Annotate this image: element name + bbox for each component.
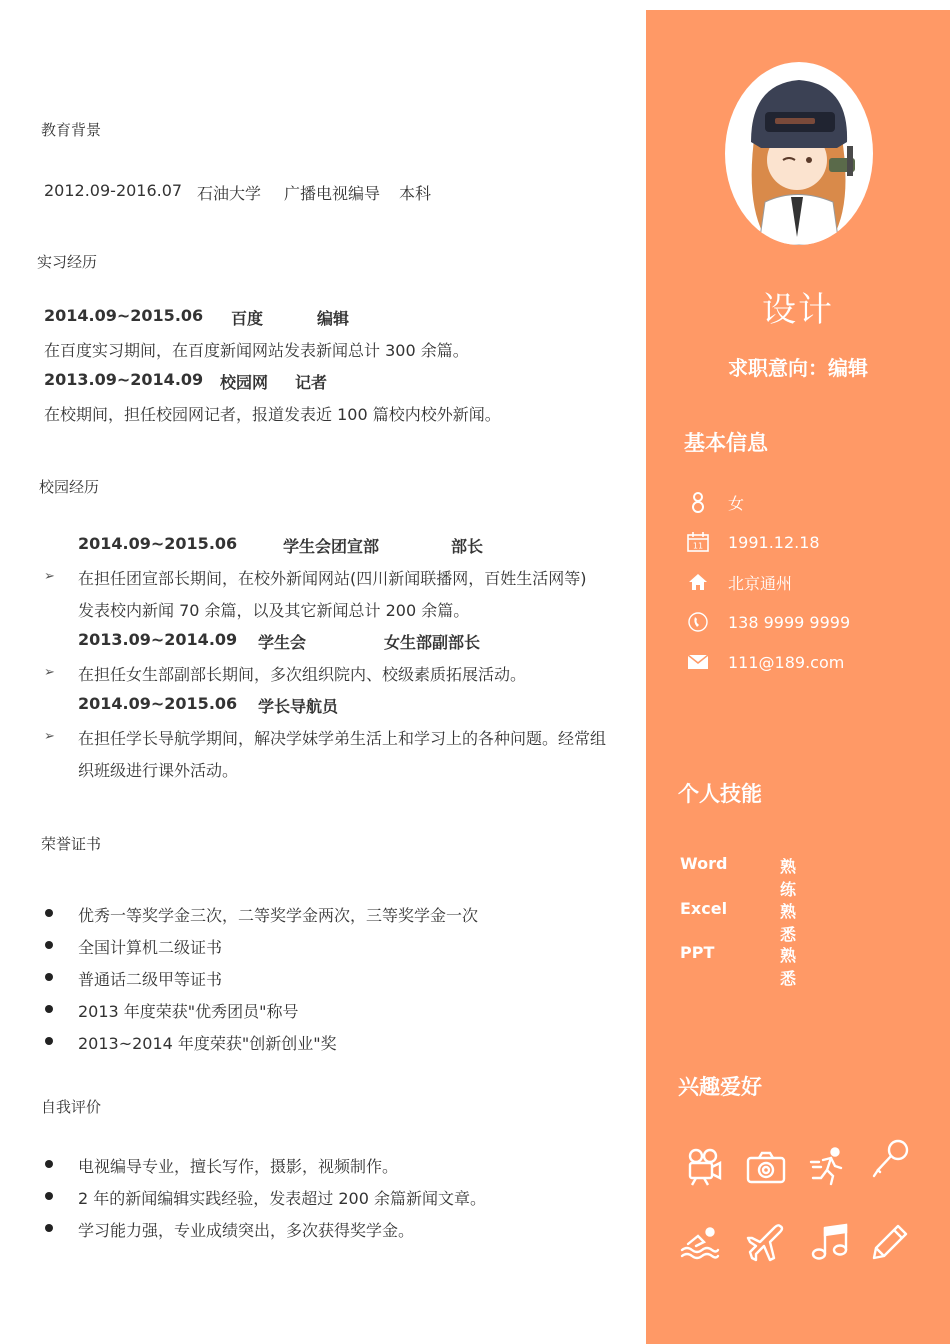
internship-desc: 在百度实习期间，在百度新闻网站发表新闻总计 300 余篇。 [44, 341, 469, 360]
pencil-icon [870, 1222, 910, 1262]
location-value: 北京通州 [728, 573, 793, 593]
music-note-icon [810, 1222, 850, 1262]
basic-info-title: 基本信息 [684, 431, 768, 455]
education-major: 广播电视编导 [284, 184, 381, 203]
skill-item [680, 899, 797, 944]
honors-title: 荣誉证书 [41, 835, 102, 853]
hobbies-title: 兴趣爱好 [678, 1075, 762, 1099]
gender-value: 女 [728, 493, 745, 513]
phone-icon [686, 610, 710, 634]
skill-name: Word [680, 854, 728, 873]
skill-level: 熟悉 [780, 902, 797, 944]
self-eval-title: 自我评价 [41, 1098, 102, 1116]
internship-desc: 在校期间，担任校园网记者，报道发表近 100 篇校内校外新闻。 [44, 405, 501, 424]
info-birth [686, 530, 820, 554]
skill-name: Excel [680, 899, 728, 918]
internship-org: 百度 [231, 309, 264, 328]
honor-item: 2013~2014 年度荣获"创新创业"奖 [78, 1034, 337, 1053]
video-camera-icon [684, 1146, 724, 1186]
birth-value: 1991.12.18 [728, 532, 820, 552]
bullet-icon [45, 1192, 53, 1200]
bullet-icon [45, 1037, 53, 1045]
svg-text:11: 11 [692, 541, 704, 551]
honor-item: 普通话二级甲等证书 [78, 970, 223, 989]
education-period: 2012.09-2016.07 [44, 181, 183, 200]
honor-item: 优秀一等奖学金三次，二等奖学金两次，三等奖学金一次 [78, 906, 479, 925]
sidebar [646, 10, 950, 1344]
self-eval-item: 2 年的新闻编辑实践经验，发表超过 200 余篇新闻文章。 [78, 1189, 486, 1208]
info-gender [686, 490, 744, 514]
phone-value: 138 9999 9999 [728, 612, 851, 632]
camera-icon [746, 1148, 786, 1188]
campus-role: 女生部副部长 [384, 633, 481, 652]
campus-org: 学长导航员 [258, 697, 339, 716]
internship-org: 校园网 [220, 373, 269, 392]
bullet-icon [45, 1005, 53, 1013]
internship-role: 记者 [295, 373, 328, 392]
skill-item [680, 943, 797, 988]
airplane-icon [746, 1222, 786, 1262]
honor-item: 2013 年度荣获"优秀团员"称号 [78, 1002, 299, 1021]
swimming-icon [680, 1222, 720, 1262]
campus-desc-cont: 发表校内新闻 70 余篇，以及其它新闻总计 200 余篇。 [78, 601, 470, 620]
skill-item [680, 854, 797, 899]
campus-role: 部长 [451, 537, 484, 556]
education-degree: 本科 [399, 184, 432, 203]
self-eval-item: 学习能力强，专业成绩突出，多次获得奖学金。 [78, 1221, 415, 1240]
campus-org: 学生会团宣部 [283, 537, 380, 556]
campus-desc-cont: 织班级进行课外活动。 [78, 761, 239, 780]
bullet-icon [45, 1224, 53, 1232]
email-value: 111@189.com [728, 652, 845, 672]
info-location [686, 570, 792, 594]
arrow-bullet-icon: ➢ [44, 729, 55, 744]
skills-title: 个人技能 [678, 782, 762, 806]
calendar-icon [686, 530, 710, 554]
bullet-icon [45, 941, 53, 949]
job-intent: 求职意向：编辑 [728, 356, 868, 380]
campus-period: 2014.09~2015.06 [78, 534, 238, 553]
home-icon [686, 570, 710, 594]
campus-desc: 在担任学长导航学期间，解决学妹学弟生活上和学习上的各种问题。经常组 [78, 729, 607, 748]
avatar-illustration-icon [725, 62, 873, 245]
arrow-bullet-icon: ➢ [44, 569, 55, 584]
avatar [725, 62, 873, 245]
bullet-icon [45, 973, 53, 981]
microphone-icon [870, 1138, 910, 1178]
bullet-icon [45, 909, 53, 917]
campus-desc: 在担任团宣部长期间，在校外新闻网站(四川新闻联播网，百姓生活网等) [78, 569, 587, 588]
person-icon [686, 490, 710, 514]
candidate-name: 设计 [762, 290, 834, 330]
envelope-icon [686, 650, 710, 674]
skill-name: PPT [680, 943, 715, 962]
campus-period: 2014.09~2015.06 [78, 694, 238, 713]
campus-desc: 在担任女生部副部长期间，多次组织院内、校级素质拓展活动。 [78, 665, 527, 684]
running-icon [809, 1146, 849, 1186]
campus-org: 学生会 [258, 633, 307, 652]
internship-period: 2014.09~2015.06 [44, 306, 204, 325]
self-eval-item: 电视编导专业，擅长写作，摄影，视频制作。 [78, 1157, 399, 1176]
campus-period: 2013.09~2014.09 [78, 630, 238, 649]
skill-level: 熟悉 [780, 946, 797, 988]
education-title: 教育背景 [41, 121, 102, 139]
arrow-bullet-icon: ➢ [44, 665, 55, 680]
bullet-icon [45, 1160, 53, 1168]
internship-title: 实习经历 [37, 253, 98, 271]
campus-title: 校园经历 [39, 478, 100, 496]
info-email [686, 650, 844, 674]
info-phone [686, 610, 850, 634]
education-school: 石油大学 [197, 184, 262, 203]
internship-role: 编辑 [317, 309, 350, 328]
skill-level: 熟练 [780, 857, 797, 899]
honor-item: 全国计算机二级证书 [78, 938, 223, 957]
internship-period: 2013.09~2014.09 [44, 370, 204, 389]
